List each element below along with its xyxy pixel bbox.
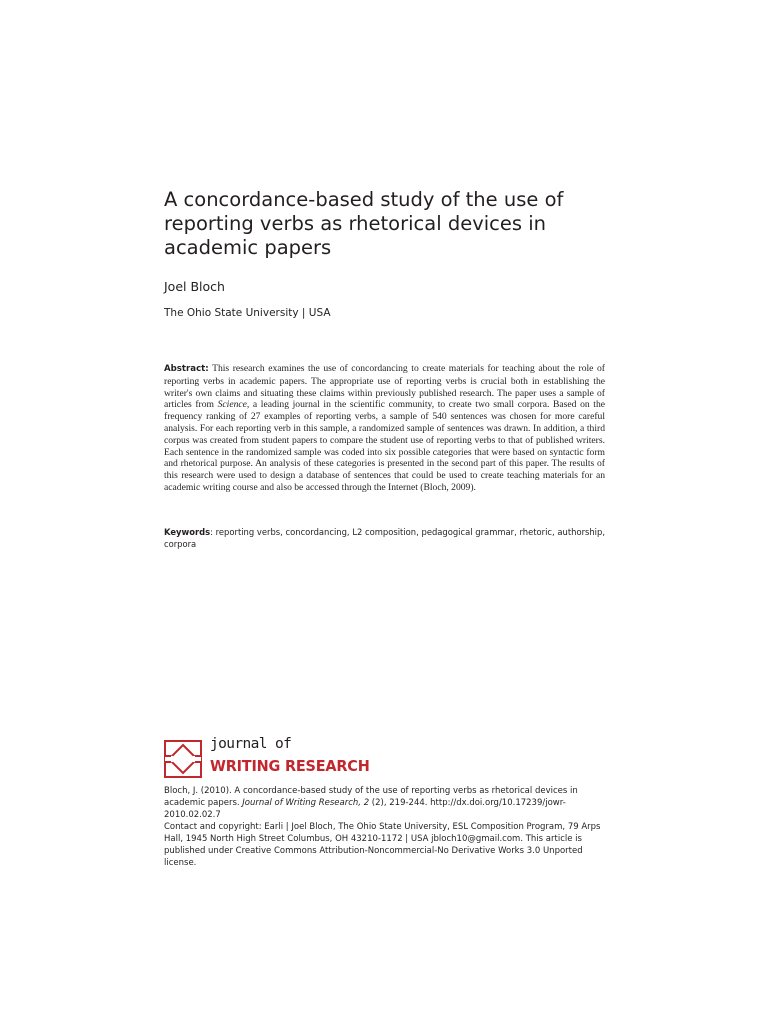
abstract-label: Abstract: (164, 364, 209, 374)
abstract-journal-name: Science (217, 399, 247, 411)
abstract-text-part-1: This research examines the use of concordancing to create materials for teaching about the role of reporting verbs in academic papers. The appropriate use of reporting verbs is crucial both in establishing the writer's own claims and situating these claims within previously published research. The paper uses a sample of articles from (164, 363, 605, 411)
author-affiliation: The Ohio State University | USA (164, 307, 331, 319)
keywords-text: : reporting verbs, concordancing, L2 composition, pedagogical grammar, rhetoric, authorship, corpora (164, 527, 605, 549)
journal-logo (164, 736, 424, 779)
abstract (164, 363, 605, 494)
citation-journal-title: Journal of Writing Research, 2 (242, 798, 370, 808)
keywords (164, 526, 605, 550)
abstract-text-part-2: , a leading journal in the scientific community, to create two small corpora. Based on the frequency ranking of 27 examples of reporting verbs, a sample of 540 sentences was chosen for more careful analysis. For each reporting verb in this sample, a randomized sample of sentences was drawn. In addition, a third corpus was created from student papers to compare the student use of reporting verbs to that of published writers. Each sentence in the randomized sample was coded into six possible categories that were based on syntactic form and rhetorical purpose. An analysis of these categories is presented in the second part of this paper. The results of this research were used to design a database of sentences that could be used to create teaching materials for an academic writing course and also be accessed through the Internet (Bloch, 2009). (164, 399, 605, 493)
journal-diamond-logo-icon (164, 740, 202, 778)
citation-ref-part-1: Bloch, J. (2010). A concordance-based study of the use of reporting verbs as rhetorical devices in academic papers. (164, 786, 578, 808)
paper-page (164, 0, 605, 1024)
logo-text-writing-research: WRITING RESEARCH (210, 757, 370, 775)
author-name: Joel Bloch (164, 279, 225, 294)
logo-text-journal-of: journal of (210, 736, 292, 752)
paper-title: A concordance-based study of the use of reporting verbs as rhetorical devices in academic papers (164, 188, 564, 259)
citation-reference (164, 785, 605, 821)
keywords-label: Keywords (164, 527, 211, 537)
citation-contact: Contact and copyright: Earli | Joel Bloch, The Ohio State University, ESL Composition Program, 79 Arps Hall, 1945 North High Street Columbus, OH 43210-1172 | USA jbloch10@gmail.com. This article is published under Creative Commons Attribution-Noncommercial-No Derivative Works 3.0 Unported license. (164, 822, 601, 868)
citation-block (164, 785, 605, 869)
citation-ref-part-2: (2), 219-244. http://dx.doi.org/10.17239/jowr-2010.02.02.7 (164, 798, 566, 820)
